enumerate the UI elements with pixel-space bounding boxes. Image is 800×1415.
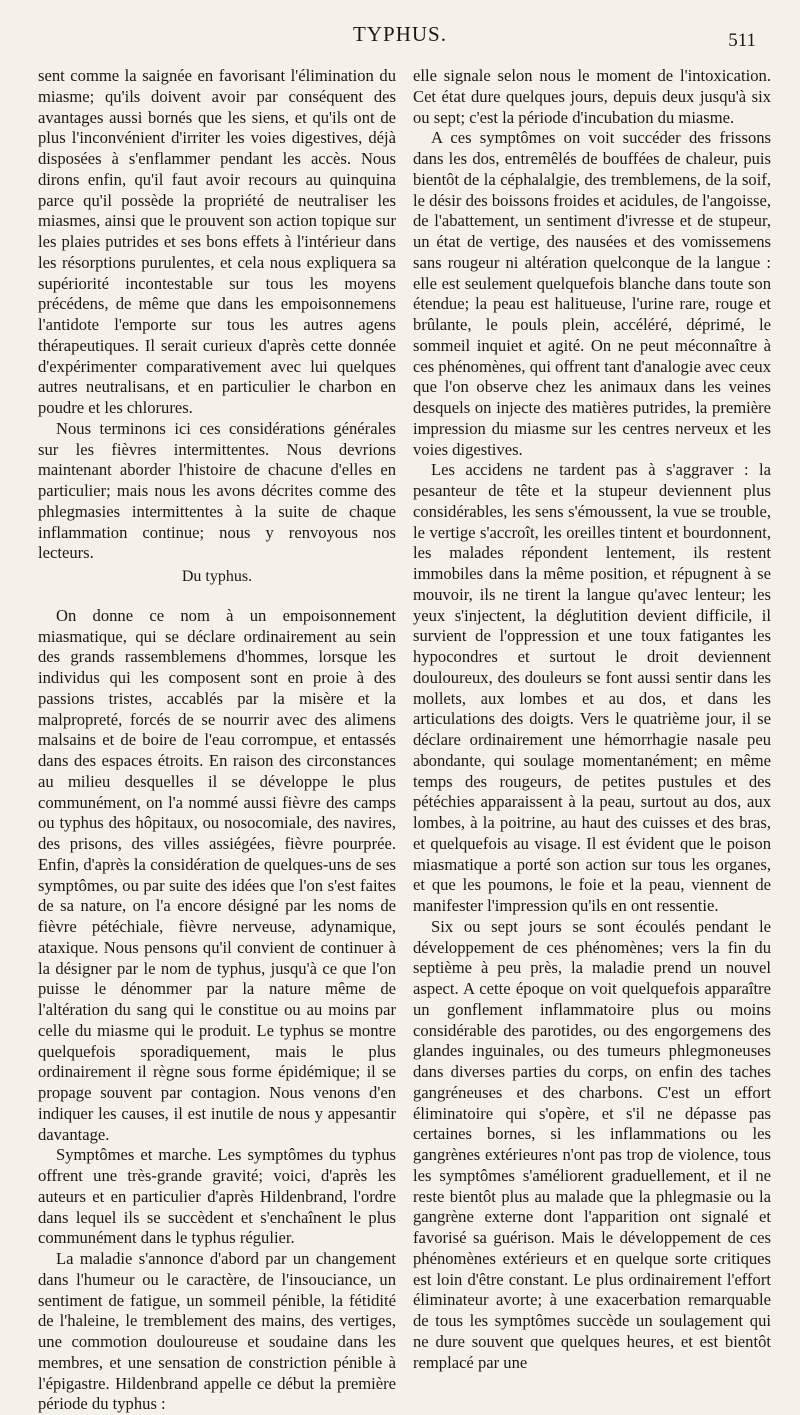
paragraph: sent comme la saignée en favorisant l'élimination du miasme; qu'ils doivent avoir par conséquent des avantages aussi bornés que les siens, et qu'ils ont de plus l'inconvénient d'irriter les voies digestives, déjà disposées à s'enflammer pendant les accès. Nous dirons enfin, qu'il faut avoir recours au quinquina parce qu'il possède la propriété de neutraliser les miasmes, ainsi que le prouvent son action topique sur les plaies putrides et ses bons effets à l'intérieur dans les résorptions purulentes, et cela nous expliquera sa supériorité incontestable sur tous les moyens précédens, de même que dans les empoisonnemens l'antidote l'emporte sur tous les autres agens thérapeutiques. Il serait curieux d'après cette donnée d'expérimenter comparativement avec lui quelques autres neutralisans, et en particulier le charbon en poudre et les chlorures. (38, 66, 396, 417)
paragraph: Les accidens ne tardent pas à s'aggraver : la pesanteur de tête et la stupeur deviennent plus considérables, les sens s'émoussent, la vue se trouble, le vertige s'accroît, les oreilles tintent et bourdonnent, les malades répondent lentement, ils restent immobiles dans la même position, et répugnent à se mouvoir, ils ne tirent la langue qu'avec lenteur; les yeux s'injectent, la déglutition devient difficile, il survient de l'oppression et une toux fatigantes les hypocondres et surtout le droit deviennent douloureux, des douleurs se font aussi sentir dans les mollets, aux lombes et au dos, et dans les articulations des doigts. Vers le quatrième jour, il se déclare ordinairement une hémorrhagie nasale peu abondante, qui soulage momentanément; en même temps des rougeurs, de petites pustules et des pétéchies apparaissent à la peau, surtout au dos, aux lombes, à la poitrine, au haut des cuisses et des bras, et quelquefois au visage. Il est évident que le poison miasmatique a porté son action sur tous les organes, et que les poumons, le foie et la peau, viennent de manifester l'impression qu'ils en ont ressentie. (413, 460, 771, 915)
paragraph: A ces symptômes on voit succéder des frissons dans les dos, entremêlés de bouffées de chaleur, puis bientôt de la céphalalgie, des tremblemens, de la soif, le désir des boissons froides et acidules, de l'angoisse, de l'abattement, un sentiment d'ivresse et de stupeur, un état de vertige, des nausées et des vomissemens sans rougeur ni altération quelconque de la langue : elle est seulement quelquefois blanche dans toute son étendue; la peau est halitueuse, l'urine rare, rouge et brûlante, le pouls plein, accéléré, déprimé, le sommeil inquiet et agité. On ne peut méconnaître à ces phénomènes, qui offrent tant d'analogie avec ceux que l'on observe chez les animaux dans les veines desquels on injecte des matières putrides, la première impression du miasme sur les centres nerveux et les voies digestives. (413, 128, 771, 459)
left-column (38, 66, 396, 1415)
section-spacer (38, 592, 396, 606)
right-column (413, 66, 771, 1373)
paragraph: Symptômes et marche. Les symptômes du typhus offrent une très-grande gravité; voici, d'après les auteurs et en particulier d'après Hildenbrand, l'ordre dans lequel ils se succèdent et s'enchaînent le plus communément dans le typhus régulier. (38, 1145, 396, 1248)
page-header (0, 10, 800, 50)
paragraph: elle signale selon nous le moment de l'intoxication. Cet état dure quelques jours, depuis deux jusqu'à six ou sept; c'est la période d'incubation du miasme. (413, 66, 771, 127)
page-number: 511 (728, 30, 756, 51)
paragraph: La maladie s'annonce d'abord par un changement dans l'humeur ou le caractère, de l'insouciance, un sentiment de fatigue, un sommeil pénible, la fétidité de l'haleine, le tremblement des mains, des vertiges, une commotion douloureuse et soudaine dans les membres, et une sensation de constriction pénible à l'épigastre. Hildenbrand appelle ce début la première période du typhus : (38, 1249, 396, 1414)
section-heading: Du typhus. (181, 568, 253, 585)
paragraph: Nous terminons ici ces considérations générales sur les fièvres intermittentes. Nous devrions maintenant aborder l'histoire de chacune d'elles en particulier; mais nous les avons décrites comme des phlegmasies intermittentes à la suite de chaque inflammation continue; nous y renvoyous nos lecteurs. (38, 418, 396, 563)
paragraph: Six ou sept jours se sont écoulés pendant le développement de ces phénomènes; vers la fin du septième à peu près, la maladie prend un nouvel aspect. A cette époque on voit quelquefois apparaître un gonflement inflammatoire plus ou moins considérable des parotides, ou des engorgemens des glandes inguinales, ou des tumeurs phlegmoneuses dans diverses parties du corps, on enfin des taches gangréneuses et des charbons. C'est un effort éliminatoire qui s'opère, et s'il ne dépasse pas certaines bornes, si les inflammations ou les gangrènes extérieures n'ont pas trop de violence, tous les symptômes s'améliorent graduellement, et il ne reste bientôt plus au malade que la phlegmasie ou la gangrène externe dont l'apparition ont signalé et favorisé sa guérison. Mais le développement de ces phénomènes extérieurs et en quelque sorte critiques est loin d'être constant. Le plus ordinairement l'effort éliminateur avorte; à une exacerbation remarquable de tous les symptômes succède un soulagement qui ne dure souvent que quelques heures, et est bientôt remplacé par une (413, 916, 771, 1372)
paragraph: On donne ce nom à un empoisonnement miasmatique, qui se déclare ordinairement au sein des grands rassemblemens d'hommes, lorsque les individus qui les composent sont en proie à des passions tristes, accablés par la misère et la malpropreté, forcés de se nourrir avec des alimens malsains et de boire de l'eau corrompue, et entassés dans des espaces étroits. En raison des circonstances au milieu desquelles il se développe le plus communément, on l'a nommé aussi fièvre des camps ou typhus des hôpitaux, ou nosocomiale, des navires, des prisons, des villes assiégées, fièvre pourprée. Enfin, d'après la considération de quelques-uns de ses symptômes, ou par suite des idées que l'on s'est faites de sa nature, on l'a encore désigné par les noms de fièvre pétéchiale, fièvre nerveuse, adynamique, ataxique. Nous pensons qu'il convient de continuer à la désigner par le nom de typhus, jusqu'à ce que l'on puisse le dénommer par la nature même de l'altération du sang qui le constitue ou au moins par celle du miasme qui le produit. Le typhus se montre quelquefois sporadiquement, mais le plus ordinairement il règne sous forme épidémique; il se propage souvent par contagion. Nous venons d'en indiquer les causes, il est inutile de nous y appesantir davantage. (38, 605, 396, 1144)
running-title: TYPHUS. (353, 22, 447, 46)
